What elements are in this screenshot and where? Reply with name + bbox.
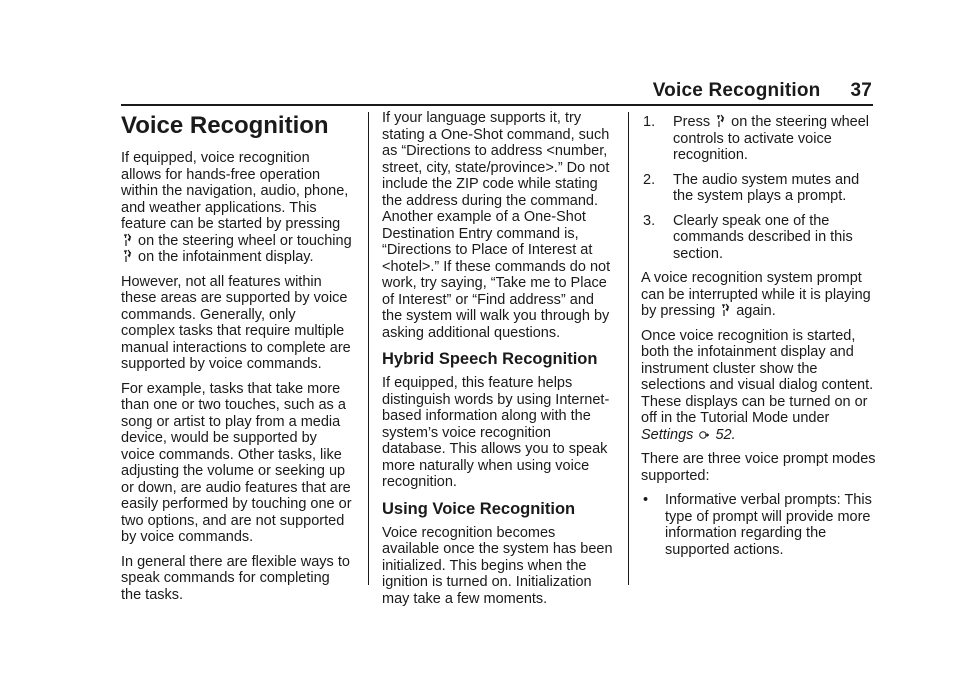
paragraph-one-shot: If your language supports it, try stating a One-Shot command, such as “Directions to address <number, street, city, state/province>.” Do not include the ZIP code while stating the address during the command. Another example of a One-Shot Destination Entry command is, “Directions to Place of Interest at <hotel>.” If these commands do not work, try saying, “Take me to Place of Interest” or “Find address” and the system will walk you through by asking additional questions. xyxy=(382,110,611,341)
note-text-b: again. xyxy=(736,303,776,319)
step-text xyxy=(673,114,881,164)
step-text: Clearly speak one of the commands described in this section. xyxy=(673,212,853,262)
paragraph-prompt-modes: There are three voice prompt modes supported: xyxy=(641,451,876,484)
paragraph-hybrid: If equipped, this feature helps distinguish words by using Internet-based information along with the system’s voice recognition database. This allows you to speak more naturally when using voice recognition. xyxy=(382,375,610,490)
paragraph-example: For example, tasks that take more than one or two touches, such as a song or artist to play from a media device, would be supported by voice commands. Other tasks, like adjusting the volume or seeking up or down, are audio features that are easily performed by touching one or two options, and are not supported by voice commands. xyxy=(121,380,352,545)
column-divider-2 xyxy=(628,112,629,585)
note-text-a: A voice recognition system prompt can be interrupted while it is playing by pressing xyxy=(641,270,871,319)
settings-page-ref[interactable]: 52. xyxy=(715,426,736,443)
intro-text-1: If equipped, voice recognition allows for hands-free operation within the navigation, audio, phone, and weather applications. This feature can be started by pressing xyxy=(121,150,349,232)
list-item xyxy=(641,213,881,263)
step-number: 2. xyxy=(643,171,656,188)
header-section-title: Voice Recognition xyxy=(652,80,821,101)
paragraph-flexible: In general there are flexible ways to speak commands for completing the tasks. xyxy=(121,553,350,603)
page-reference-icon xyxy=(699,430,709,440)
list-item xyxy=(641,114,881,164)
voice-recognition-icon xyxy=(716,114,725,128)
step1-text-b: on the steering wheel controls to activate voice recognition. xyxy=(673,114,869,163)
voice-recognition-icon xyxy=(721,303,730,317)
paragraph-intro xyxy=(121,150,353,266)
list-item xyxy=(641,492,881,558)
step1-text-a: Press xyxy=(673,114,711,130)
intro-text-2: on the steering wheel or touching xyxy=(138,232,352,249)
voice-recognition-icon xyxy=(123,249,132,263)
list-item xyxy=(641,172,881,205)
step-note xyxy=(641,270,881,320)
settings-link[interactable]: Settings xyxy=(641,426,694,443)
voice-recognition-icon xyxy=(123,233,132,247)
bullet-text: Informative verbal prompts: This type of prompt will provide more information regarding the supported actions. xyxy=(665,492,872,558)
paragraph-limitations: However, not all features within these areas are supported by voice commands. Generally, only complex tasks that require multiple manual interactions to complete are supported by voice commands. xyxy=(121,273,351,372)
header-page-number: 37 xyxy=(850,80,872,101)
column-divider-1 xyxy=(368,112,369,585)
column-3 xyxy=(641,114,881,558)
running-header xyxy=(653,80,872,102)
step-number: 1. xyxy=(643,114,656,130)
heading-using-voice: Using Voice Recognition xyxy=(382,499,576,518)
column-1 xyxy=(121,110,353,611)
page-title: Voice Recognition xyxy=(121,112,329,139)
paragraph-started xyxy=(641,328,881,444)
intro-text-3: on the infotainment display. xyxy=(138,249,314,265)
column-2 xyxy=(382,110,614,615)
step-text: The audio system mutes and the system plays a prompt. xyxy=(673,171,860,204)
bullet-marker: • xyxy=(643,492,649,508)
started-text: Once voice recognition is started, both the infotainment display and instrument cluster show the selections and visual dialog content. These displays can be turned on or off in the Tutorial Mode under xyxy=(641,327,874,426)
step-number: 3. xyxy=(643,212,656,229)
paragraph-using: Voice recognition becomes available once the system has been initialized. This begins when the ignition is turned on. Initialization may take a few moments. xyxy=(382,524,613,607)
header-rule xyxy=(121,104,873,106)
steps-list xyxy=(641,114,881,262)
heading-hybrid-speech: Hybrid Speech Recognition xyxy=(382,350,598,368)
